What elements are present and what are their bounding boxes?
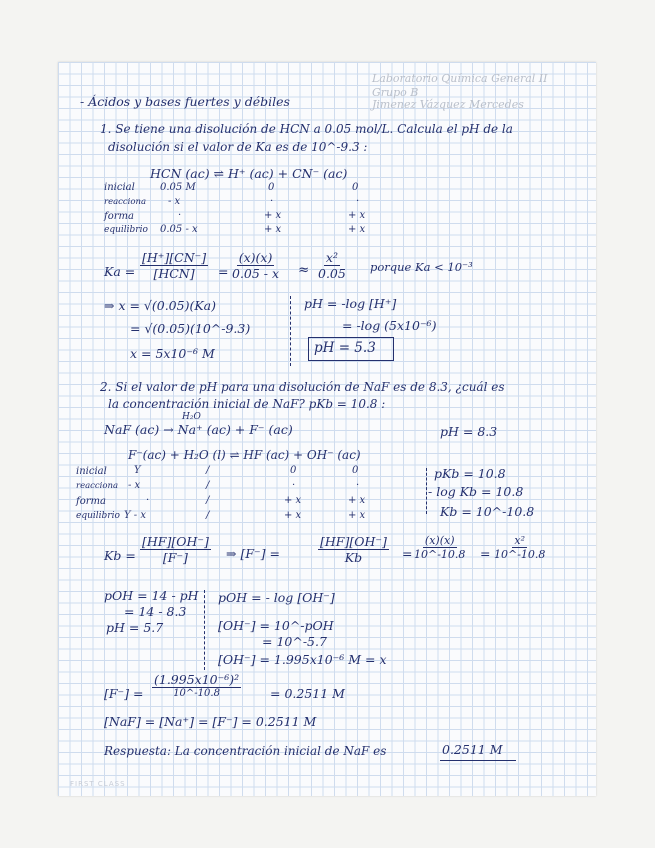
fraction-denominator: Kb: [344, 550, 363, 565]
p2-answer-value: 0.2511 M: [442, 742, 503, 757]
p1-cell: 0: [352, 182, 359, 193]
p2-oh-formula: [OH⁻] = 10^-pOH: [218, 618, 334, 633]
p2-cell: /: [206, 465, 210, 476]
p2-cell: /: [206, 495, 210, 506]
p2-equals-2: =: [480, 546, 491, 561]
p2-cell: /: [206, 510, 210, 521]
p2-kb-value: Kb = 10^-10.8: [440, 504, 535, 519]
p1-statement-line1: 1. Se tiene una disolución de HCN a 0.05 mol/L. Calcula el pH de la: [100, 122, 513, 136]
p1-cell: + x: [264, 210, 282, 221]
fraction-numerator: x²: [514, 534, 526, 547]
p1-cell: + x: [348, 224, 366, 235]
p2-pkb-divider: [426, 468, 427, 514]
p2-row-label: forma: [76, 496, 106, 507]
notebook-brand: FIRST CLASS: [70, 780, 126, 788]
p2-f-fraction: [152, 672, 241, 699]
p2-poh-divider: [204, 590, 205, 670]
p1-step-2: = √(0.05)(10^-9.3): [130, 321, 251, 336]
p2-implies: ⇒ [F⁻] =: [226, 546, 280, 561]
p2-cell: + x: [348, 495, 366, 506]
ghost-name: Jimenez Vázquez Mercedes: [372, 98, 524, 111]
p2-dissociation: NaF (ac) → Na⁺ (ac) + F⁻ (ac): [104, 422, 293, 437]
p1-statement-line2: disolución si el valor de Ka es de 10^-9.3 :: [108, 140, 368, 154]
fraction-denominator: [HCN]: [153, 266, 195, 281]
p2-pkb-given: pKb = 10.8: [434, 466, 506, 481]
fraction-denominator: 0.05: [318, 266, 346, 281]
p1-cell: - x: [168, 196, 181, 207]
p1-ph-formula: pH = -log [H⁺]: [304, 296, 397, 311]
p1-ka-fraction-1: [140, 250, 208, 281]
p2-cell: 0: [290, 465, 297, 476]
p1-step-1: ⇒ x = √(0.05)(Ka): [104, 298, 217, 313]
p1-cell: 0.05 M: [160, 182, 196, 193]
fraction-denominator: 10^-10.8: [173, 688, 220, 699]
p1-ka-fraction-2: [232, 250, 279, 281]
p1-cell: ·: [178, 210, 182, 221]
p2-f-result: = 0.2511 M: [270, 686, 345, 701]
p2-poh-result: pH = 5.7: [106, 620, 164, 635]
p2-kb-fraction-1: [140, 534, 211, 565]
p1-approx: ≈: [298, 262, 310, 278]
p1-row-label: reacciona: [104, 197, 147, 207]
p1-cell: 0.05 - x: [160, 224, 198, 235]
p2-equals: =: [402, 546, 413, 561]
p1-row-label: forma: [104, 211, 134, 222]
p2-statement-line2: la concentración inicial de NaF? pKb = 10.8 :: [108, 397, 386, 411]
p2-statement-line1: 2. Si el valor de pH para una disolución de NaF es de 8.3, ¿cuál es: [100, 380, 505, 394]
p2-cell: ·: [356, 480, 360, 491]
p2-cell: /: [206, 480, 210, 491]
p1-cell: + x: [264, 224, 282, 235]
p2-kb-fraction-3: [414, 534, 465, 561]
p2-ph-given: pH = 8.3: [440, 424, 498, 439]
p2-naf-line: [NaF] = [Na⁺] = [F⁻] = 0.2511 M: [104, 714, 317, 729]
p2-cell: + x: [284, 495, 302, 506]
fraction-numerator: [HF][OH⁻]: [320, 534, 387, 549]
p2-cell: ·: [146, 495, 150, 506]
ghost-lab-title: Laboratorio Química General II: [372, 72, 548, 85]
fraction-numerator: (1.995x10⁻⁶)²: [154, 672, 240, 687]
p2-kb-fraction-4: [494, 534, 545, 561]
p1-ph-substitution: = -log (5x10⁻⁶): [342, 318, 437, 333]
p2-cell: - x: [128, 480, 141, 491]
p1-equation: HCN (ac) ⇌ H⁺ (ac) + CN⁻ (ac): [150, 166, 348, 181]
p2-answer-prefix: Respuesta: La concentración inicial de NaF es: [104, 744, 387, 758]
p1-cell: ·: [270, 196, 274, 207]
p1-ph-result: pH = 5.3: [314, 340, 376, 356]
p2-row-label: inicial: [76, 466, 107, 477]
p2-poh-substitution: = 14 - 8.3: [124, 604, 187, 619]
p1-cell: 0: [268, 182, 275, 193]
p1-row-label: equilibrio: [104, 225, 148, 235]
fraction-numerator: [H⁺][CN⁻]: [142, 250, 207, 265]
p2-cell: + x: [284, 510, 302, 521]
p2-cell: Y: [134, 465, 141, 476]
fraction-denominator: 0.05 - x: [232, 266, 280, 281]
p1-ka-fraction-3: [318, 250, 346, 281]
p1-divider: [290, 296, 291, 366]
p1-cell: + x: [348, 210, 366, 221]
p2-poh-formula: pOH = 14 - pH: [104, 588, 199, 603]
fraction-numerator: [HF][OH⁻]: [142, 534, 209, 549]
ghost-group: Grupo B: [372, 86, 419, 99]
p2-cell: + x: [348, 510, 366, 521]
p2-pkb-log: - log Kb = 10.8: [428, 484, 524, 499]
p1-cell: ·: [356, 196, 360, 207]
p2-hydrolysis-equation: F⁻(ac) + H₂O (l) ⇌ HF (ac) + OH⁻ (ac): [128, 448, 361, 462]
p2-poh-log: pOH = - log [OH⁻]: [218, 590, 335, 605]
p1-approx-condition: porque Ka < 10⁻³: [370, 260, 473, 274]
p2-answer-underline: [440, 760, 516, 761]
p1-step-3: x = 5x10⁻⁶ M: [130, 346, 215, 361]
fraction-numerator: (x)(x): [424, 534, 455, 547]
p2-oh-result: [OH⁻] = 1.995x10⁻⁶ M = x: [218, 652, 387, 667]
p2-oh-substitution: = 10^-5.7: [262, 634, 327, 649]
fraction-numerator: x²: [325, 250, 338, 265]
p1-row-label: inicial: [104, 182, 135, 193]
p2-kb-lhs: Kb =: [104, 548, 136, 563]
section-title: - Ácidos y bases fuertes y débiles: [80, 94, 290, 109]
fraction-denominator: 10^-10.8: [414, 548, 466, 561]
fraction-denominator: 10^-10.8: [494, 548, 546, 561]
p2-cell: ·: [292, 480, 296, 491]
p2-row-label: equilibrio: [76, 511, 120, 521]
p1-ka-lhs: Ka =: [104, 264, 136, 279]
p2-cell: 0: [352, 465, 359, 476]
p2-kb-fraction-2: [318, 534, 389, 565]
fraction-denominator: [F⁻]: [162, 550, 188, 565]
p2-row-label: reacciona: [76, 481, 119, 491]
p2-f-lhs: [F⁻] =: [104, 686, 144, 701]
p2-cell: Y - x: [124, 510, 146, 521]
p1-equals: =: [218, 264, 229, 279]
p2-water-label: H₂O: [182, 412, 201, 422]
fraction-numerator: (x)(x): [238, 250, 273, 265]
